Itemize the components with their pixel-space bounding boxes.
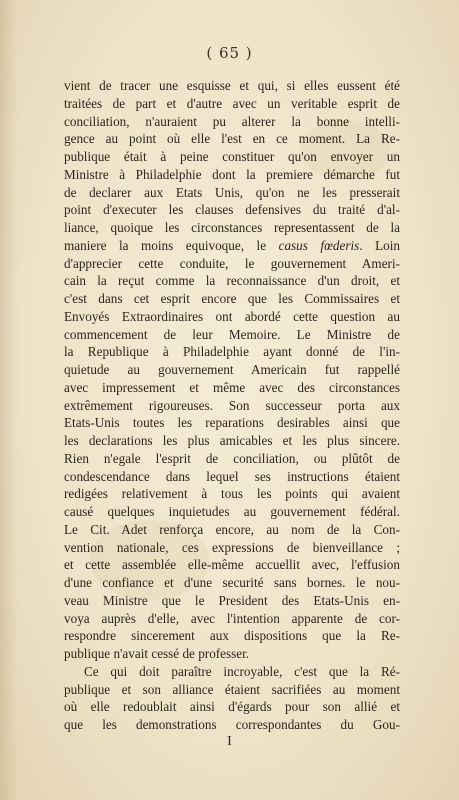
page-number: ( 65 ) [206, 44, 253, 62]
text-line: publique n'avait cessé de professer. [64, 646, 250, 661]
text-line: c'est dans cet esprit encore que les Commissaires et [64, 291, 400, 306]
text-line: quietude au gouvernement Americain fut rappellé [64, 362, 400, 377]
text-line: Ministre à Philadelphie dont la premiere démarche fut [64, 166, 400, 182]
text-line: avec impressement et même avec des circonstances [64, 379, 400, 395]
text-line: d'apprecier cette conduite, le gouvernement Ameri- [64, 255, 400, 271]
text-line: voya auprès d'elle, avec l'intention apparente de cor- [64, 610, 400, 626]
text-line: condescendance dans lequel ses instructions étaient [64, 468, 400, 484]
text-line: et cette assemblée elle-même accuellit avec, l'effusion [64, 557, 400, 573]
text-line: Ce qui doit paraître incroyable, c'est que la Ré- [84, 663, 400, 679]
body-text [64, 77, 400, 734]
latin-phrase: casus fœderis [278, 237, 360, 253]
text-line: traitées de part et d'autre avec un veritable esprit de [64, 95, 400, 111]
text-line: liance, quoique les circonstances representassent de la [64, 220, 400, 235]
text-line: vention nationale, ces expressions de bienveillance ; [64, 539, 400, 555]
text-line: où elle redoublait ainsi d'égards pour son allié et [64, 699, 400, 715]
text-line: les declarations les plus amicables et les plus sincere. [64, 433, 400, 448]
text-line: conciliation, n'auraient pu alterer la bonne intelli- [64, 113, 400, 129]
text-line: veau Ministre que le President des Etats-Unis en- [64, 592, 400, 608]
text-line: gence au point où elle l'est en ce moment. La Re- [64, 131, 400, 147]
text-line: respondre sincerement aux dispositions que la Re- [64, 628, 400, 644]
paragraph [64, 663, 400, 734]
text-line: Etats-Unis toutes les reparations desirables ainsi que [64, 415, 400, 431]
text-line: que les demonstrations correspondantes du Gou- [64, 717, 400, 732]
text-line: publique et son alliance étaient sacrifiées au moment [64, 681, 400, 697]
text-line: causé quelques inquietudes au gouvernement fédéral. [64, 504, 400, 519]
text-line: de declarer aux Etats Unis, qu'on ne les presserait [64, 184, 400, 200]
text-line: Le Cit. Adet renforça encore, au nom de la Con- [64, 521, 400, 537]
text-line: cain la reçut comme la reconnaissance d'un droit, et [64, 273, 400, 289]
text-line: extrêmement rigoureuses. Son successeur porta aux [64, 397, 400, 413]
text-line: d'une confiance et d'une securité sans bornes. le nou- [64, 575, 400, 590]
text-line: point d'executer les clauses defensives du traité d'al- [64, 202, 400, 218]
text-line: Envoyés Extraordinaires ont abordé cette question au [64, 308, 400, 324]
text-line: la Republique à Philadelphie ayant donné de l'in- [64, 344, 400, 360]
paragraph [64, 77, 400, 663]
text-line: publique était à peine constituer qu'on envoyer un [64, 149, 400, 164]
text-line: vient de tracer une esquisse et qui, si elles eussent été [64, 78, 400, 93]
text-line: maniere la moins equivoque, le casus fœderis. Loin [64, 237, 400, 253]
text-line: Rien n'egale l'esprit de conciliation, ou plûtôt de [64, 450, 400, 466]
text-line: commencement de leur Memoire. Le Ministre de [64, 326, 400, 342]
signature-mark: I [227, 734, 232, 749]
text-line: redigées relativement à tous les points qui avaient [64, 486, 400, 502]
